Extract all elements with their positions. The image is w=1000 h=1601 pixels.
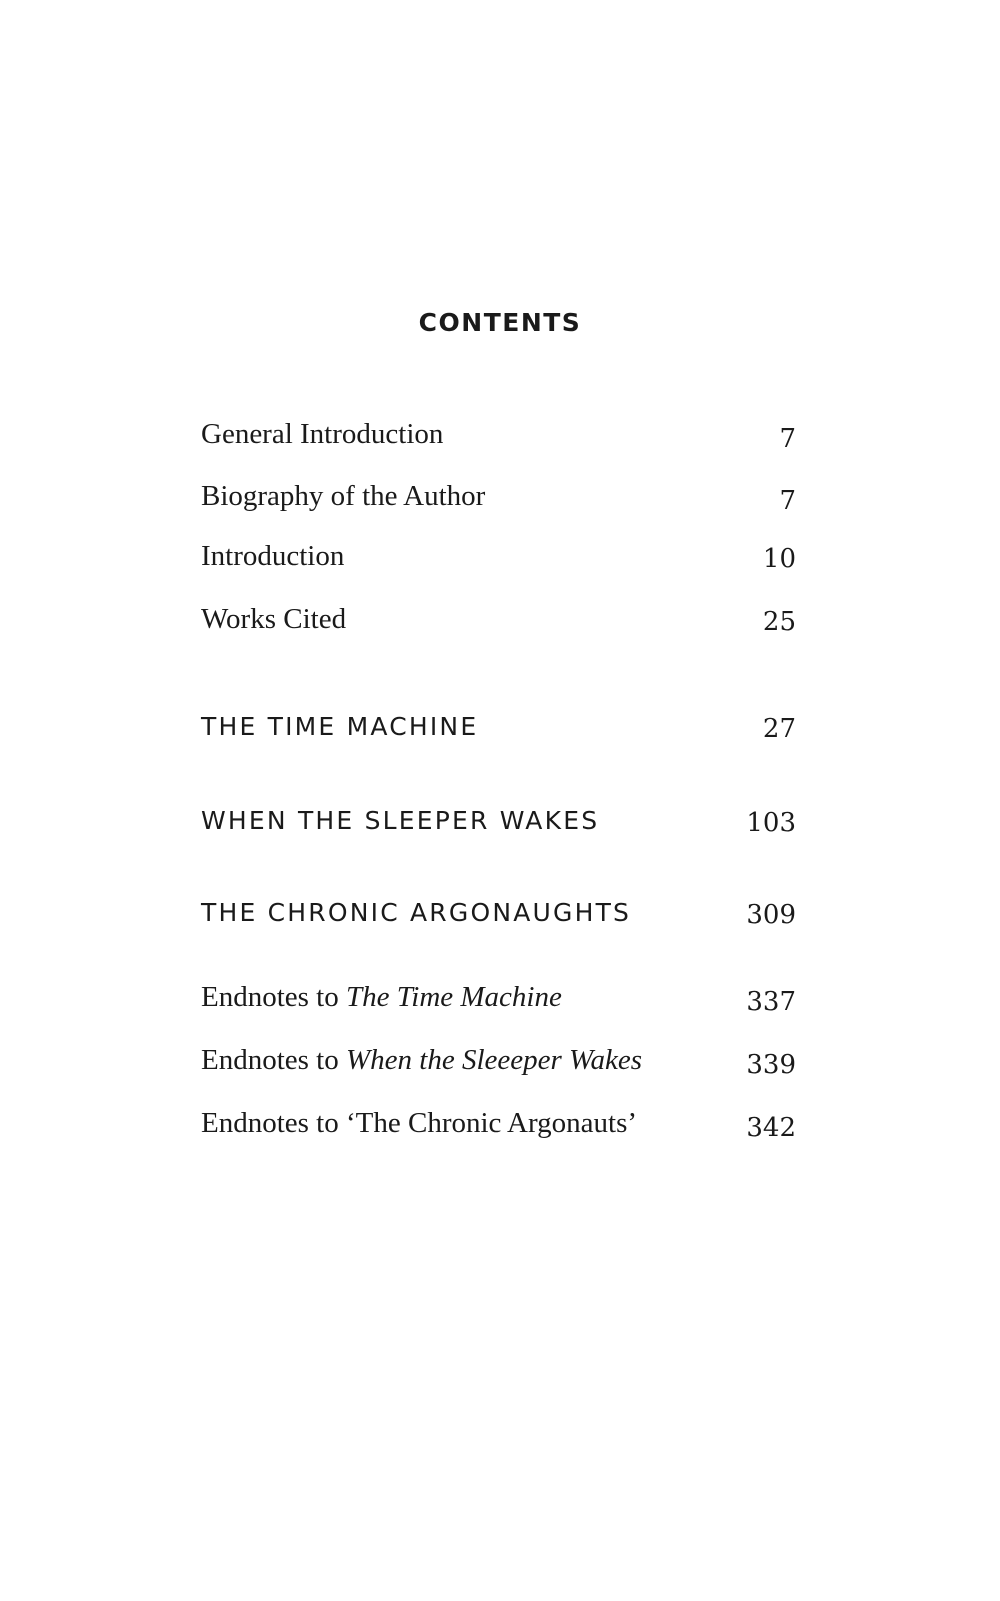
- toc-entry-endnotes-chronic-argonauts[interactable]: [201, 1107, 796, 1147]
- toc-entry-title-prefix: Endnotes to: [201, 981, 346, 1013]
- toc-entry-page-number: 7: [779, 424, 796, 454]
- toc-entry-endnotes-time-machine[interactable]: [201, 981, 796, 1021]
- toc-entry-page-number: 309: [746, 900, 796, 930]
- toc-entry-page-number: 342: [746, 1113, 796, 1143]
- toc-entry-general-introduction[interactable]: [201, 418, 796, 458]
- toc-entry-work-title: The Time Machine: [346, 981, 562, 1013]
- toc-entry-title: Biography of the Author: [201, 480, 486, 512]
- toc-entry-works-cited[interactable]: [201, 603, 796, 643]
- toc-entry-title: [201, 1044, 642, 1077]
- toc-entry-page-number: 10: [762, 544, 796, 574]
- contents-heading: CONTENTS: [418, 308, 582, 337]
- toc-entry-when-the-sleeper-wakes[interactable]: [201, 806, 796, 846]
- toc-entry-title: THE TIME MACHINE: [201, 712, 479, 741]
- toc-entry-title: Introduction: [201, 540, 345, 572]
- toc-entry-title-prefix: Endnotes to: [201, 1044, 346, 1076]
- toc-entry-title: [201, 981, 562, 1014]
- toc-entry-title: WHEN THE SLEEPER WAKES: [201, 806, 600, 835]
- toc-entry-work-title: When the Sleeeper Wakes: [346, 1044, 643, 1076]
- toc-entry-page-number: 25: [762, 607, 796, 637]
- toc-entry-the-chronic-argonaughts[interactable]: [201, 898, 796, 938]
- toc-entry-biography[interactable]: [201, 480, 796, 520]
- toc-entry-title: THE CHRONIC ARGONAUGHTS: [201, 898, 632, 927]
- toc-entry-page-number: 339: [746, 1050, 796, 1080]
- toc-entry-title: Works Cited: [201, 603, 347, 635]
- toc-entry-page-number: 103: [746, 808, 796, 838]
- toc-entry-endnotes-sleeper-wakes[interactable]: [201, 1044, 796, 1084]
- toc-entry-introduction[interactable]: [201, 540, 796, 580]
- toc-entry-title: General Introduction: [201, 418, 444, 450]
- toc-entry-page-number: 7: [779, 486, 796, 516]
- toc-entry-the-time-machine[interactable]: [201, 712, 796, 752]
- toc-entry-title: Endnotes to ‘The Chronic Argonauts’: [201, 1107, 638, 1139]
- toc-entry-page-number: 337: [746, 987, 796, 1017]
- toc-entry-page-number: 27: [762, 714, 796, 744]
